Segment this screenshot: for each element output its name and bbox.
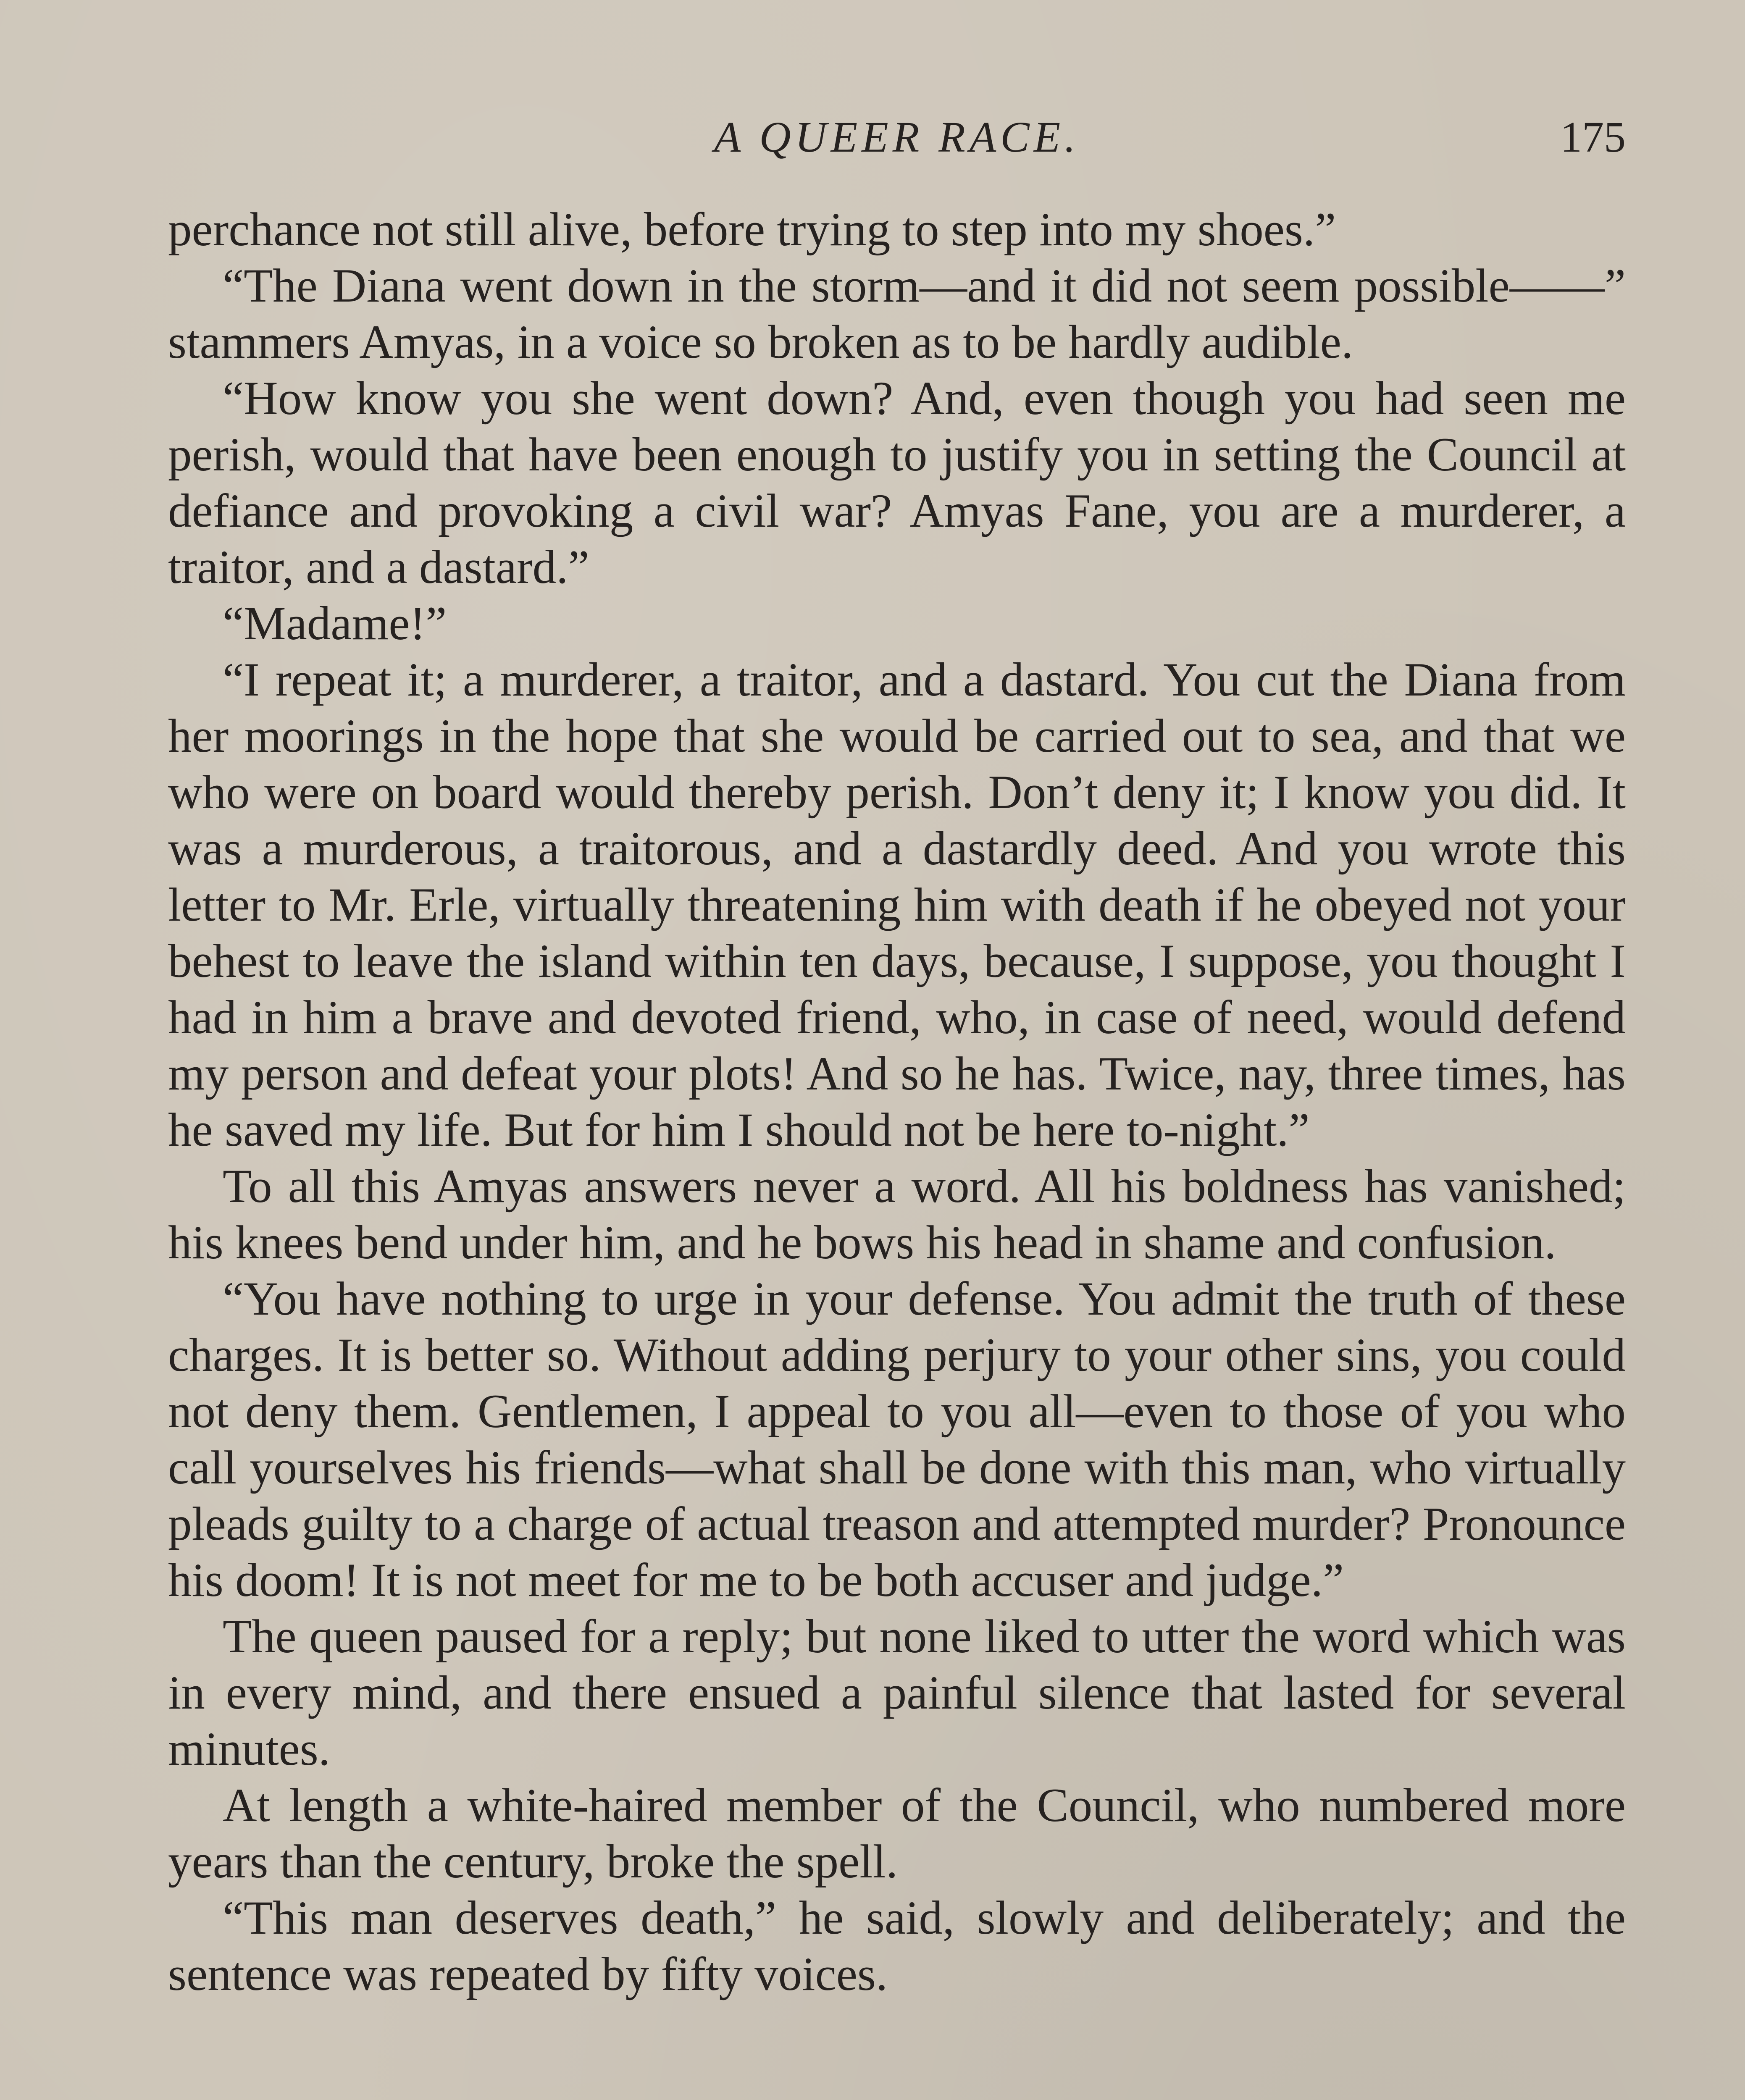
- running-title: A QUEER RACE.: [714, 113, 1080, 161]
- paragraph: “How know you she went down? And, even though you had seen me perish, would that have been enough to justify you in setting the Council at defiance and provoking a civil war? Amyas Fane, you are a murderer, a traitor, and a dastard.”: [168, 372, 1626, 593]
- paragraph: “I repeat it; a murderer, a traitor, and a dastard. You cut the Diana from her moorings in the hope that she would be carried out to sea, and that we who were on board would thereby perish. Don’t deny it; I know you did. It was a murderous, a traitorous, and a dastardly deed. And you wrote this letter to Mr. Erle, virtually threatening him with death if he obeyed not your behest to leave the island within ten days, because, I suppose, you thought I had in him a brave and devoted friend, who, in case of need, would defend my person and defeat your plots! And so he has. Twice, nay, three times, has he saved my life. But for him I should not be here to-night.”: [168, 654, 1626, 1156]
- paragraph: “You have nothing to urge in your defense. You admit the truth of these charges. It is better so. Without adding perjury to your other sins, you could not deny them. Gentlemen, I appeal to you all—even to those of you who call yourselves his friends—what shall be done with this man, who virtually pleads guilty to a charge of actual treason and attempted murder? Pronounce his doom! It is not meet for me to be both accuser and judge.”: [168, 1273, 1626, 1606]
- paragraph: perchance not still alive, before trying to step into my shoes.”: [168, 203, 1336, 256]
- body-text: [168, 202, 1626, 2003]
- running-head: [168, 110, 1626, 173]
- paragraph: To all this Amyas answers never a word. All his boldness has vanished; his knees bend under him, and he bows his head in shame and confusion.: [168, 1160, 1626, 1269]
- paragraph: “Madame!”: [223, 597, 447, 650]
- paragraph: “The Diana went down in the storm—and it did not seem possible——” stammers Amyas, in a voice so broken as to be hardly audible.: [168, 260, 1626, 368]
- paragraph: At length a white-haired member of the Council, who numbered more years than the century, broke the spell.: [168, 1779, 1626, 1888]
- paragraph: The queen paused for a reply; but none liked to utter the word which was in every mind, and there ensued a painful silence that lasted for several minutes.: [168, 1610, 1626, 1775]
- paragraph: “This man deserves death,” he said, slowly and deliberately; and the sentence was repeated by fifty voices.: [168, 1892, 1626, 2000]
- page-number: 175: [1560, 113, 1626, 161]
